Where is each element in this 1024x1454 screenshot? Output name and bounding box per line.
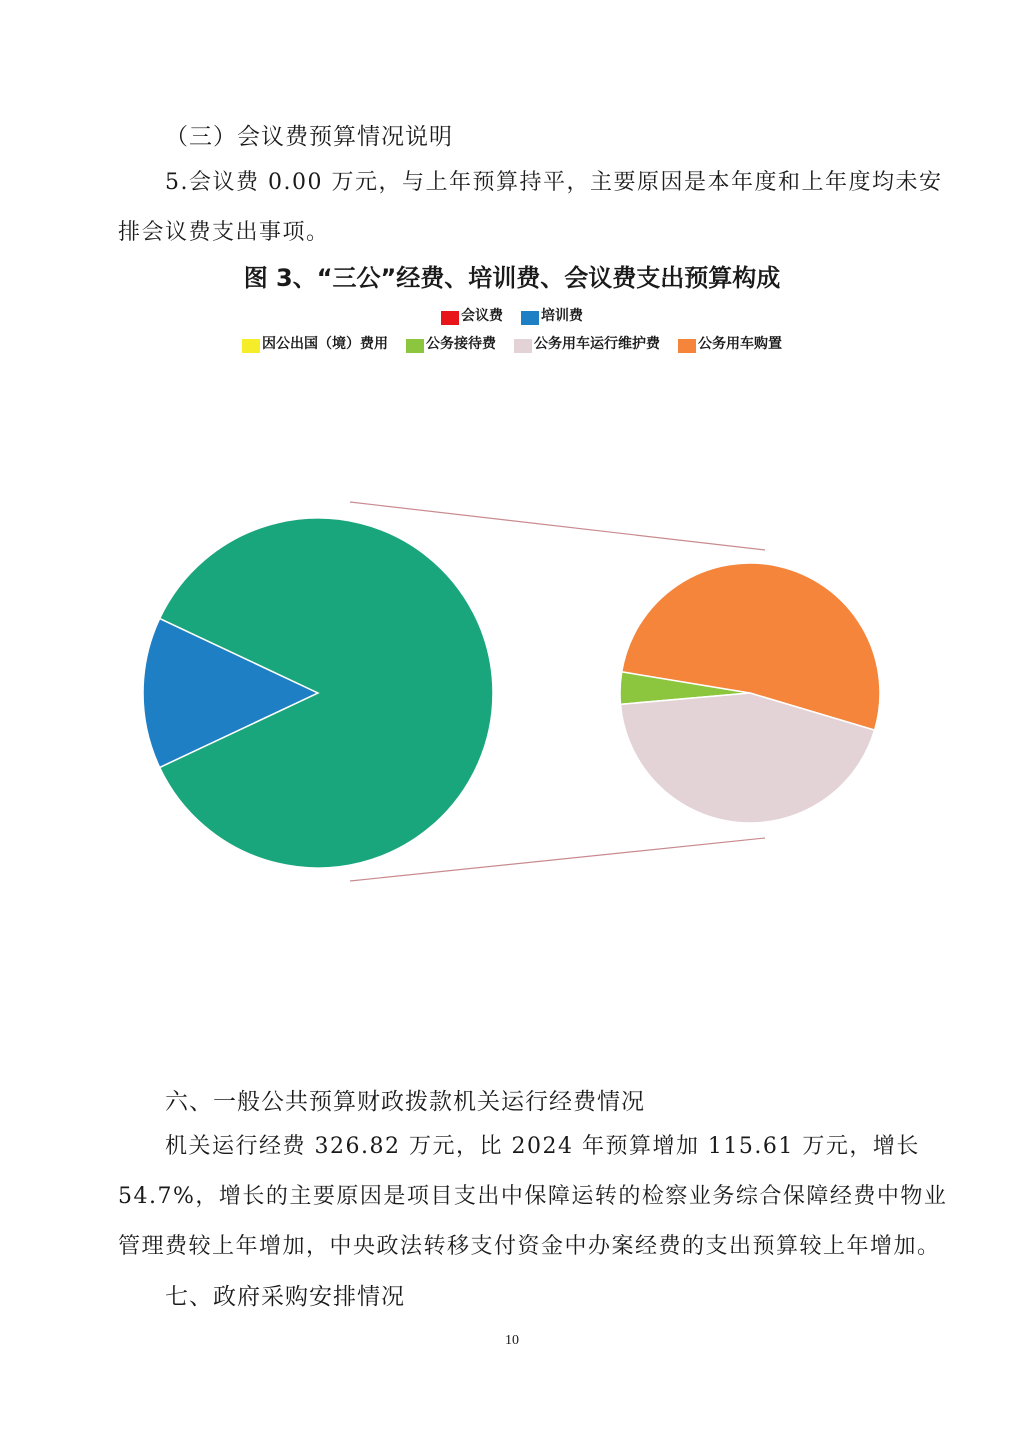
legend-item-abroad: [242, 333, 388, 353]
operating-cost-heading: 六、一般公共预算财政拨款机关运行经费情况: [165, 1089, 645, 1115]
main-pie: [143, 518, 493, 868]
legend-item-vehicle-purchase: [678, 333, 782, 353]
procurement-heading: 七、政府采购安排情况: [165, 1284, 405, 1310]
legend-item-training: [521, 305, 583, 325]
chart-title: 图 3、“三公”经费、培训费、会议费支出预算构成: [243, 264, 781, 292]
legend-swatch-vehicle-purchase: [678, 339, 696, 353]
legend-label: 培训费: [541, 308, 583, 324]
legend-swatch-vehicle-maintenance: [514, 339, 532, 353]
secondary-pie: [620, 563, 880, 823]
legend-label: 公务接待费: [426, 336, 496, 352]
meeting-fee-paragraph: [118, 158, 948, 258]
legend-label: 因公出国（境）费用: [262, 336, 388, 352]
legend-item-reception: [406, 333, 496, 353]
legend-item-vehicle-maintenance: [514, 333, 660, 353]
operating-cost-paragraph: [118, 1122, 948, 1272]
legend-swatch-reception: [406, 339, 424, 353]
connector-line-1: [350, 502, 765, 550]
meeting-fee-text: 5.会议费 0.00 万元，与上年预算持平，主要原因是本年度和上年度均未安排会议费支出事项。: [118, 170, 943, 245]
page-number: 10: [505, 1333, 519, 1348]
legend-item-meeting: [441, 305, 503, 325]
legend-label: 会议费: [461, 308, 503, 324]
legend-label: 公务用车购置: [698, 336, 782, 352]
legend-swatch-training: [521, 311, 539, 325]
meeting-fee-heading: （三）会议费预算情况说明: [165, 124, 453, 150]
legend-row-1: [0, 305, 1024, 325]
legend-swatch-meeting: [441, 311, 459, 325]
pie-of-pie-chart: [0, 360, 1024, 1000]
connector-line-2: [350, 838, 765, 881]
legend-label: 公务用车运行维护费: [534, 336, 660, 352]
legend-swatch-abroad: [242, 339, 260, 353]
operating-cost-text: 机关运行经费 326.82 万元，比 2024 年预算增加 115.61 万元，增长 54.7%，增长的主要原因是项目支出中保障运转的检察业务综合保障经费中物业管理费较上年增加，中央政法转移支付资金中办案经费的支出预算较上年增加。: [118, 1134, 948, 1259]
legend-row-2: [0, 333, 1024, 353]
